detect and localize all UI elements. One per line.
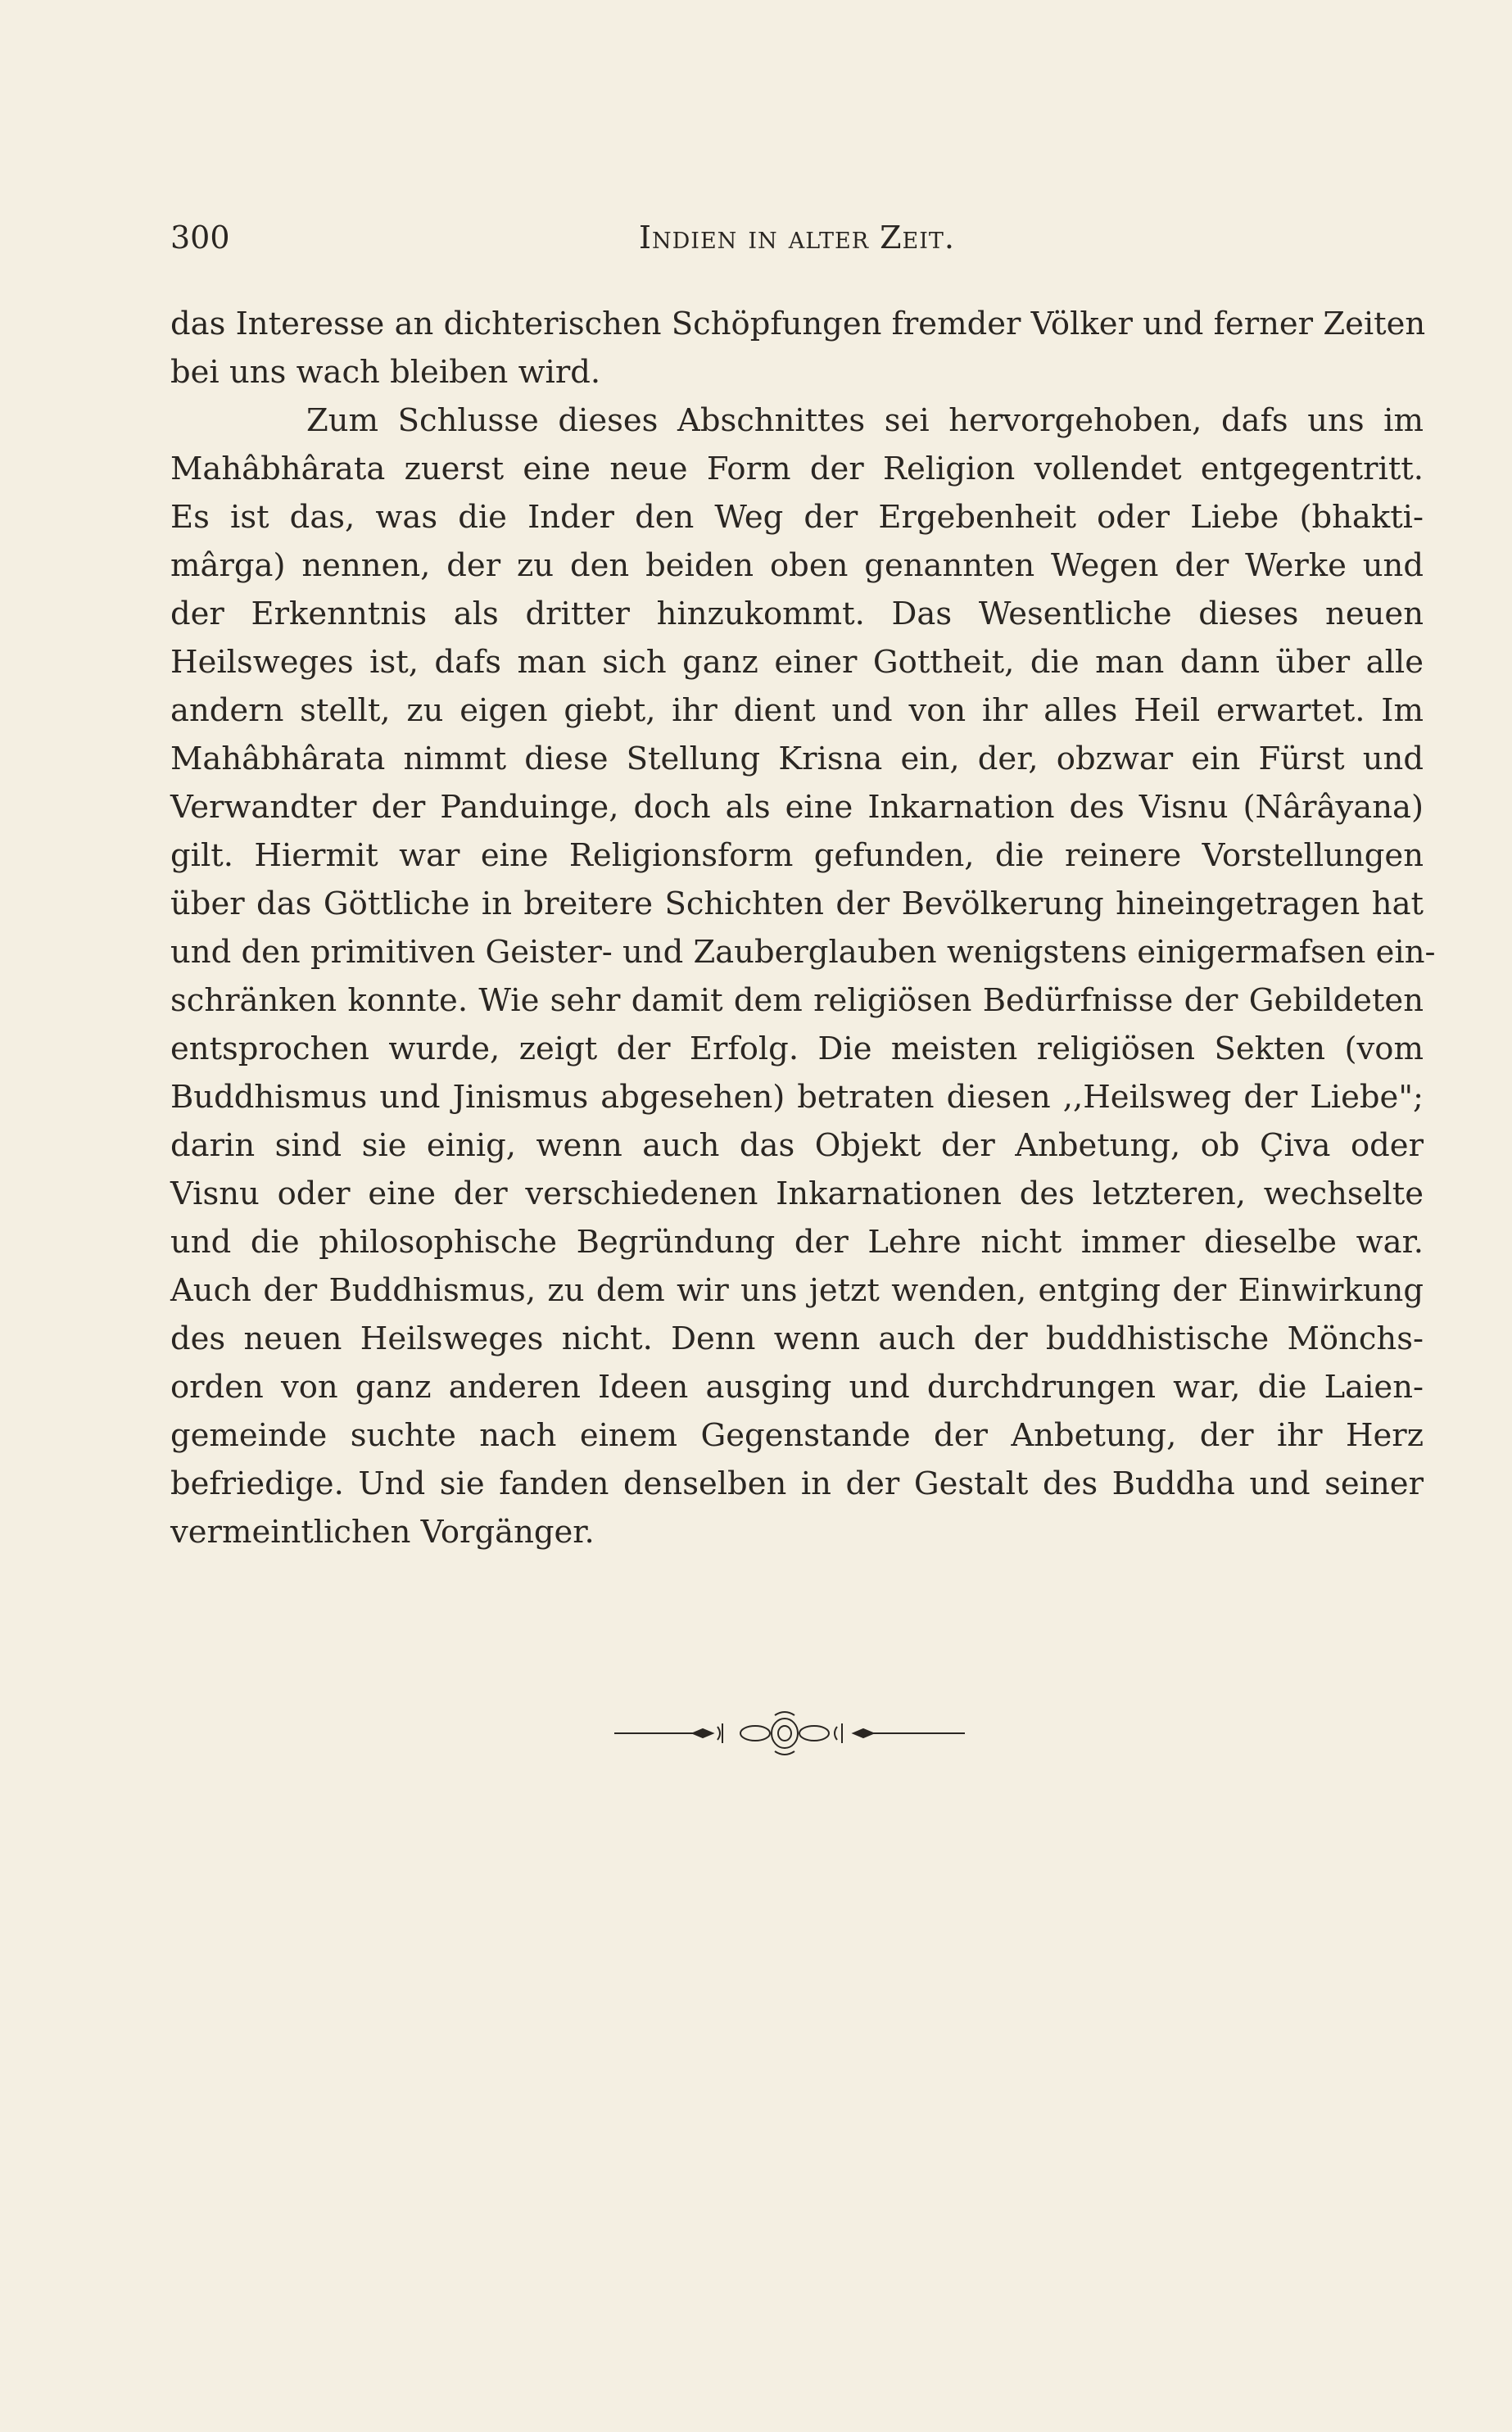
text-line: Visnu oder eine der verschiedenen Inkarnationen des letzteren, wechselte <box>170 1175 1424 1212</box>
text-line: gemeinde suchte nach einem Gegenstande der Anbetung, der ihr Herz <box>170 1417 1424 1454</box>
page-header <box>170 220 1424 260</box>
text-line: der Erkenntnis als dritter hinzukommt. Das Wesentliche dieses neuen <box>170 596 1424 632</box>
text-line: vermeintlichen Vorgänger. <box>170 1514 595 1551</box>
text-line: und die philosophische Begründung der Lehre nicht immer dieselbe war. <box>170 1224 1424 1261</box>
text-line: Buddhismus und Jinismus abgesehen) betraten diesen ,,Heilsweg der Liebe"; <box>170 1079 1424 1116</box>
text-line: bei uns wach bleiben wird. <box>170 354 601 391</box>
page-number: 300 <box>170 220 230 256</box>
text-line: und den primitiven Geister- und Zauberglauben wenigstens einigermafsen ein- <box>170 934 1436 971</box>
text-line: Es ist das, was die Inder den Weg der Ergebenheit oder Liebe (bhakti- <box>170 499 1424 536</box>
text-line: Zum Schlusse dieses Abschnittes sei hervorgehoben, dafs uns im <box>306 402 1424 439</box>
text-line: befriedige. Und sie fanden denselben in der Gestalt des Buddha und seiner <box>170 1465 1424 1502</box>
text-line: das Interesse an dichterischen Schöpfungen fremder Völker und ferner Zeiten <box>170 306 1426 342</box>
text-line: andern stellt, zu eigen giebt, ihr dient und von ihr alles Heil erwartet. Im <box>170 692 1424 729</box>
text-line: Heilsweges ist, dafs man sich ganz einer Gottheit, die man dann über alle <box>170 644 1424 681</box>
text-line: orden von ganz anderen Ideen ausging und durchdrungen war, die Laien- <box>170 1369 1424 1406</box>
text-line: gilt. Hiermit war eine Religionsform gefunden, die reinere Vorstellungen <box>170 837 1424 874</box>
text-line: Mahâbhârata zuerst eine neue Form der Religion vollendet entgegentritt. <box>170 451 1424 487</box>
text-line: entsprochen wurde, zeigt der Erfolg. Die meisten religiösen Sekten (vom <box>170 1030 1424 1067</box>
text-line: über das Göttliche in breitere Schichten der Bevölkerung hineingetragen hat <box>170 885 1424 922</box>
text-line: Verwandter der Panduinge, doch als eine Inkarnation des Visnu (Nârâyana) <box>170 789 1424 826</box>
text-line: schränken konnte. Wie sehr damit dem religiösen Bedürfnisse der Gebildeten <box>170 982 1424 1019</box>
text-line: darin sind sie einig, wenn auch das Objekt der Anbetung, ob Çiva oder <box>170 1127 1424 1164</box>
decorative-tailpiece-ornament-icon <box>611 1704 968 1761</box>
text-line: mârga) nennen, der zu den beiden oben genannten Wegen der Werke und <box>170 547 1424 584</box>
running-title: Indien in alter Zeit. <box>639 220 955 256</box>
text-line: des neuen Heilsweges nicht. Denn wenn auch der buddhistische Mönchs- <box>170 1320 1424 1357</box>
text-line: Auch der Buddhismus, zu dem wir uns jetzt wenden, entging der Einwirkung <box>170 1272 1424 1309</box>
body-text <box>170 300 1436 1556</box>
text-line: Mahâbhârata nimmt diese Stellung Krisna ein, der, obzwar ein Fürst und <box>170 740 1424 777</box>
